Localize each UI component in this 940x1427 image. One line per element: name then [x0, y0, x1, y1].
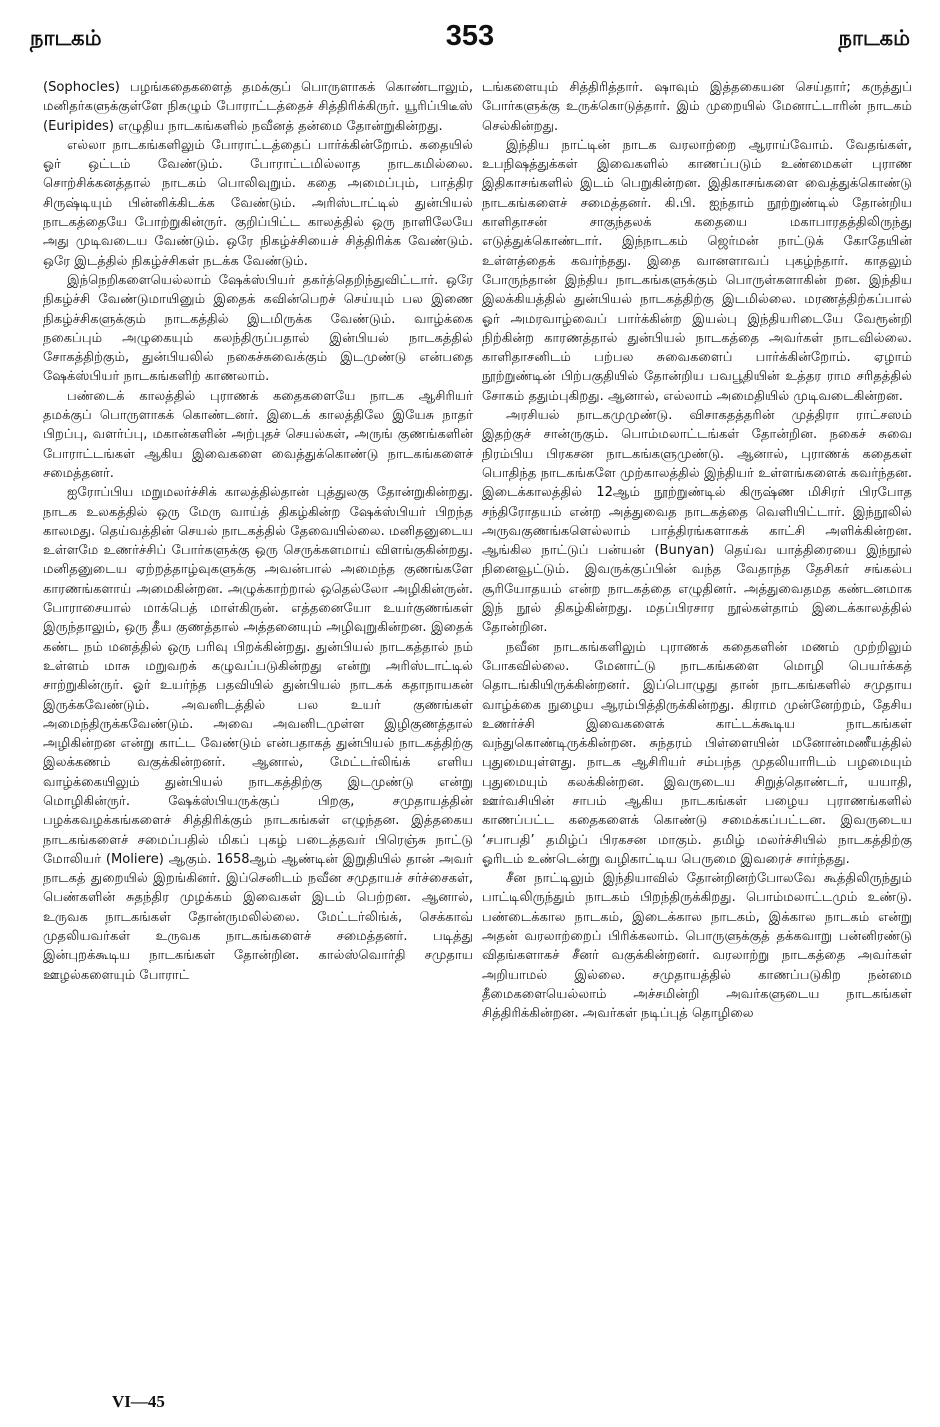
paragraph: பண்டைக் காலத்தில் புராணக் கதைகளையே நாடக ஆசிரியர் தமக்குப் பொருளாகக் கொண்டனர். இடைக் காலத்திலே இயேசு நாதர் பிறப்பு, வளர்ப்பு, மகான்களின் அற்புதச் செயல்கள், அருங் குணங்களின் போராட்டங்கள் ஆகிய இவைகளை வைத்துக்கொண்டு நாடகங்களைச் சமைத்தனர். [43, 388, 473, 481]
right-column [482, 78, 912, 1358]
running-head-right: நாடகம் [838, 26, 910, 50]
paragraph: டங்களையும் சித்திரித்தார். ஷாவும் இத்தகையன செய்தார்; கருத்துப் போர்களுக்கு உருக்கொடுத்தார். இம் முறையில் மேனாட்டாரின் நாடகம் செல்கின்றது. [482, 80, 912, 134]
page-header [0, 20, 940, 60]
running-head-left: நாடகம் [30, 26, 102, 50]
paragraph: எல்லா நாடகங்களிலும் போராட்டத்தைப் பார்க்கின்றோம். கதையில் ஓர் ஒட்டம் வேண்டும். போராட்டமில்லாத நாடகமில்லை. சொற்சிக்கனத்தால் நாடகம் பொலிவுறும். கதை அமைப்பும், பாத்திர சிருஷ்டியும் பின்னிக்கிடக்க வேண்டும். அரிஸ்டாட்டில் துன்பியல் நாடகத்தையே போற்றுகின்ருர். குறிப்பிட்ட காலத்தில் ஒரு நாளிலேயே அது முடிவடைய வேண்டும். ஒரே நிகழ்ச்சியைச் சித்திரிக்க வேண்டும். ஒரே இடத்தில் நிகழ்ச்சிகள் நடக்க வேண்டும். [43, 137, 473, 269]
paragraph: அரசியல் நாடகமுமுண்டு. விசாகதத்தரின் முத்திரா ராட்சஸம் இதற்குச் சான்ருகும். பொம்மலாட்டங்கள் தோன்றின. நகைச் சுவை நிரம்பிய பிரகசன நாடகங்களுமுண்டு. ஆனால், புராணக் கதைகள் பொதிந்த நாடகங்களே முற்காலத்தில் இந்தியர் உள்ளங்களைக் கவர்ந்தன. இடைக்காலத்தில் 12ஆம் நூற்றுண்டில் கிருஷ்ண மிசிரர் பிரபோத சந்திரோதயம் என்ற அத்துவைத நாடகத்தை வெளியிட்டார். இந்நூலில் அருவகுணங்களெல்லாம் பாத்திரங்களாகக் காட்சி அளிக்கின்றன. ஆங்கில நாட்டுப் பன்யன் (Bunyan) தெய்வ யாத்திரையை இந்நூல் நினைவூட்டும். இவருக்குப்பின் வந்த வேதாந்த தேசிகர் சங்கல்ப சூரியோதயம் என்ற நாடகத்தை எழுதினர். அத்துவைதமத கண்டனமாக இந் நூல் திகழ்கின்றது. மதப்பிரசார நூல்கள்தாம் இடைக்காலத்தில் தோன்றின. [482, 408, 912, 636]
paragraph: (Sophocles) பழங்கதைகளைத் தமக்குப் பொருளாகக் கொண்டாலும், மனிதர்களுக்குள்ளே நிகழும் போராட்டத்தைச் சித்திரிக்கிருர். யூரிப்பிடீஸ் (Euripides) எழுதிய நாடகங்களில் நவீனத் தன்மை தோன்றுகின்றது. [43, 80, 473, 134]
paragraph: ஐரோப்பிய மறுமலர்ச்சிக் காலத்தில்தான் புத்துலகு தோன்றுகின்றது. நாடக உலகத்தில் ஒரு மேரு வாய்த் திகழ்கின்ற ஷேக்ஸ்பியர் பிறந்த காலமது. தெய்வத்தின் செயல் நாடகத்தில் தேவையில்லை. மனிதனுடைய உள்ளமே உணர்ச்சிப் போர்களுக்கு ஒரு செருக்களமாய் விளங்குகின்றது. மனிதனுடைய ஏற்றத்தாழ்வுகளுக்கு அவன்பால் அமைந்த குணங்களே காரணங்களாய் அமைகின்றன. அழுக்காற்றால் ஒதெல்லோ அழிகின்ருன். போராசையால் மாக்பெத் மாள்கிருன். எத்தனையோ உயர்குணங்கள் இருந்தாலும், ஒரு தீய குணத்தால் அத்தனையும் அழிவுறுகின்றன. இதைக் கண்ட நம் மனத்தில் ஒரு பரிவு பிறக்கின்றது. துன்பியல் நாடகத்தால் நம் உள்ளம் மாசு மறுவறக் கழுவப்படுகின்றது என்று அரிஸ்டாட்டில் சாற்றுகின்ருர். ஓர் உயர்ந்த பதவியில் துன்பியல் நாடகக் கதாநாயகன் இருக்கவேண்டும். அவனிடத்தில் பல உயர் குணங்கள் அமைந்திருக்கவேண்டும். அவை அவனிடமுள்ள இழிகுணத்தால் அழிகின்றன என்று காட்ட வேண்டும் என்பதாகத் துன்பியல் நாடகத்திற்கு இலக்கணம் வகுக்கின்றனர். ஆனால், மேட்டர்லிங்க் எளிய வாழ்க்கையிலும் துன்பியல் நாடகத்திற்கு இடமுண்டு என்று மொழிகின்ருர். ஷேக்ஸ்பியருக்குப் பிறகு, சமுதாயத்தின் பழக்கவழக்கங்களைச் சித்திரிக்கும் நாடகங்கள் எழுந்தன. இத்தகைய நாடகங்களைச் சமைப்பதில் மிகப் புகழ் படைத்தவர் பிரெஞ்சு நாட்டு மோலியர் (Moliere) ஆகும். 1658ஆம் ஆண்டின் இறுதியில் தான் அவர் நாடகத் துறையில் இறங்கினர். இப்செனிடம் நவீன சமுதாயச் சர்ச்சைகள், பெண்களின் சுதந்திர முழக்கம் இவைகள் இடம் பெற்றன. ஆனால், உருவக நாடகங்கள் தோன்ருமலில்லை. மேட்டர்லிங்க், செக்காவ் முதலியவர்கள் உருவக நாடகங்களைச் சமைத்தனர். படித்து இன்புறக்கூடிய நாடகங்கள் தோன்றின. கால்ஸ்வொர்தி சமுதாய ஊழல்களையும் போராட் [43, 485, 473, 983]
signature-mark: VI—45 [112, 1392, 165, 1411]
paragraph: இந்நெறிகளையெல்லாம் ஷேக்ஸ்பியர் தகர்த்தெறிந்துவிட்டார். ஒரே நிகழ்ச்சி வேண்டுமாயினும் இதைக் கவின்பெறச் செய்யும் பல இணை நிகழ்ச்சிகளுக்கும் நாடகத்தில் இடமிருக்க வேண்டும். வாழ்க்கை நகைப்பும் அழுகையும் கலந்திருப்பதால் இன்பியல் நாடகத்தில் சோகத்திற்கும், துன்பியலில் நகைச்சுவைக்கும் இடமுண்டு என்பதை ஷேக்ஸ்பியர் நாடகங்களிற் காணலாம். [43, 272, 473, 385]
paragraph: இந்திய நாட்டின் நாடக வரலாற்றை ஆராய்வோம். வேதங்கள், உபநிஷத்துக்கள் இவைகளில் காணப்படும் உண்மைகள் புராண இதிகாசங்களில் இடம் பெறுகின்றன. இதிகாசங்களை வைத்துக்கொண்டு நாடகங்களைச் சமைத்தனர். கி.பி. ஐந்தாம் நூற்றுண்டில் தோன்றிய காளிதாசன் சாகுந்தலக் கதையை மகாபாரதத்திலிருந்து எடுத்துக்கொண்டார். இந்நாடகம் ஜெர்மன் நாட்டுக் கோதேயின் உள்ளத்தைக் கவர்ந்தது. இதை வானளாவப் புகழ்ந்தார். காதலும் போருந்தான் இந்திய நாடகங்களுக்கும் பொருள்களாகின் றன. இந்திய இலக்கியத்தில் துன்பியல் நாடகத்திற்கு இடமில்லை. மரணத்திற்கப்பால் ஓர் அமரவாழ்வைப் பார்க்கின்ற இயல்பு இந்தியரிடையே வேரூன்றி நிற்கின்ற காரணத்தால் துன்பியல் நாடகத்தை அவர்கள் நாடவில்லை. காளிதாசனிடம் பற்பல சுவைகளைப் பார்க்கின்றோம். ஏழாம் நூற்றுண்டின் பிற்பகுதியில் தோன்றிய பவபூதியின் உத்தர ராம சரிதத்தில் சோகம் ததும்புகிறது. ஆனால், எல்லாம் அமைதியில் முடிவடைகின்றன. [482, 137, 912, 404]
left-column [43, 78, 473, 1358]
paragraph: சீன நாட்டிலும் இந்தியாவில் தோன்றினற்போலவே கூத்திலிருந்தும் பாட்டிலிருந்தும் நாடகம் பிறந்திருக்கிறது. பொம்மலாட்டமும் உண்டு. பண்டைக்கால நாடகம், இடைக்கால நாடகம், இக்கால நாடகம் என்று அதன் வரலாற்றைப் பிரிக்கலாம். பொருளுக்குத் தக்கவாறு பன்னிரண்டு விதங்களாகச் சீனர் வகுக்கின்றனர். வரலாற்று நாடகத்தை அவர்கள் அறியாமல் இல்லை. சமுதாயத்தில் காணப்படுகிற நன்மை தீமைகளையெல்லாம் அச்சமின்றி அவர்களுடைய நாடகங்கள் சித்திரிக்கின்றன. அவர்கள் நடிப்புத் தொழிலை [482, 871, 912, 1022]
page-number: 353 [445, 20, 495, 52]
paragraph: நவீன நாடகங்களிலும் புராணக் கதைகளின் மணம் முற்றிலும் போகவில்லை. மேனாட்டு நாடகங்களை மொழி பெயர்க்கத் தொடங்கியிருக்கின்றனர். இப்பொழுது தான் நாடகங்களில் சமுதாய வாழ்க்கை நுழைய ஆரம்பித்திருக்கின்றது. கிராம முன்னேற்றம், தேசிய உணர்ச்சி இவைகளைக் காட்டக்கூடிய நாடகங்கள் வந்துகொண்டிருக்கின்றன. சுந்தரம் பிள்ளையின் மனோன்மணீயத்தில் புதுமையுள்ளது. நாடக ஆசிரியர் சம்பந்த முதலியாரிடம் பழமையும் புதுமையும் கலக்கின்றன. இவருடைய சிறுத்தொண்டர், யயாதி, ஊர்வசியின் சாபம் ஆகிய நாடகங்கள் பழைய புராணங்களில் காணப்பட்ட கதைகளைக் கொண்டு சமைக்கப்பட்டன. இவருடைய ‘சபாபதி’ தமிழ்ப் பிரகசன மாகும். தமிழ் மலர்ச்சியில் நாடகத்திற்கு ஓரிடம் உண்டென்று வழிகாட்டிய பெருமை இவரைச் சார்ந்தது. [482, 639, 912, 867]
